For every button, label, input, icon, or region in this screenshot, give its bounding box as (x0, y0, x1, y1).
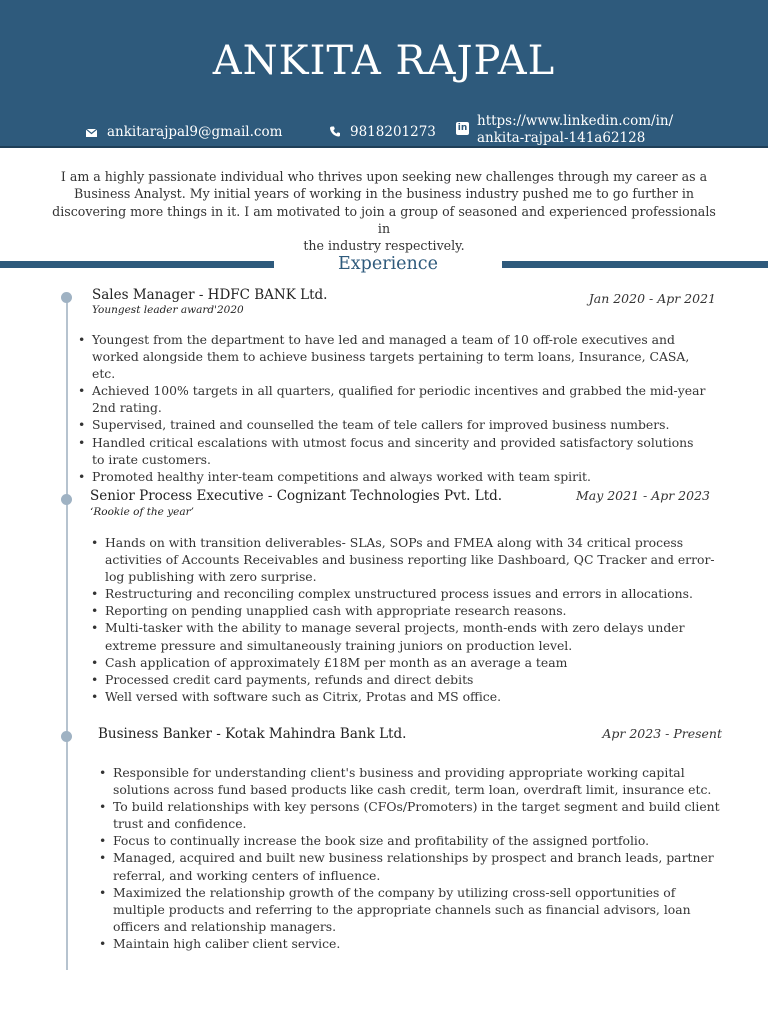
email-text[interactable]: ankitarajpal9@gmail.com (107, 124, 283, 140)
summary-line: I am a highly passionate individual who thrives upon seeking new challenges through my career as a (60, 169, 708, 184)
candidate-name: ANKITA RAJPAL (212, 38, 556, 84)
experience-heading: Experience (338, 254, 438, 274)
list-item: • Responsible for understanding client's business and providing appropriate working capital solutions across fund based products like cash credit, term loan, overdraft limit, insurance etc. (113, 764, 723, 798)
contact-email[interactable] (86, 124, 282, 141)
linkedin-url-line1[interactable]: https://www.linkedin.com/in/ (477, 113, 674, 129)
job-bullets (92, 331, 712, 485)
summary-line: the industry respectively. (303, 238, 465, 254)
phone-text[interactable]: 9818201273 (350, 124, 436, 140)
job-title: Business Banker - Kotak Mahindra Bank Ltd. (98, 726, 407, 742)
timeline-line (66, 298, 68, 970)
list-item: • Focus to continually increase the book size and profitability of the assigned portfolio. (113, 832, 723, 849)
timeline-dot (61, 292, 72, 303)
list-item: • Maximized the relationship growth of the company by utilizing cross-sell opportunities of multiple products and referring to the appropriate channels such as financial advisors, loan officers and relationship managers. (113, 884, 723, 935)
contact-linkedin[interactable] (456, 113, 707, 147)
job-bullets (105, 534, 715, 705)
job-bullets (113, 764, 723, 952)
list-item: • Promoted healthy inter-team competitions and always worked with team spirit. (92, 468, 712, 485)
phone-icon (330, 125, 340, 141)
timeline-dot (61, 731, 72, 742)
linkedin-url-line2[interactable]: ankita-rajpal-141a62128 (477, 130, 646, 146)
list-item: • Maintain high caliber client service. (113, 935, 723, 952)
list-item: • Hands on with transition deliverables- SLAs, SOPs and FMEA along with 34 critical process activities of Accounts Receivables and business reporting like Dashboard, QC Tracker and error- log publishing with zero surprise. (105, 534, 715, 585)
list-item: • Achieved 100% targets in all quarters, qualified for periodic incentives and grabbed the mid-year 2nd rating. (92, 382, 712, 416)
list-item: • Handled critical escalations with utmost focus and sincerity and provided satisfactory solutions to irate customers. (92, 434, 712, 468)
list-item: • Youngest from the department to have led and managed a team of 10 off-role executives and worked alongside them to achieve business targets pertaining to term loans, Insurance, CASA, etc. (92, 331, 712, 382)
list-item: • Reporting on pending unapplied cash with appropriate research reasons. (105, 602, 715, 619)
linkedin-icon: in (457, 123, 468, 133)
timeline-dot (61, 494, 72, 505)
list-item: • Supervised, trained and counselled the team of tele callers for improved business numbers. (92, 416, 712, 433)
list-item: • Cash application of approximately £18M per month as an average a team (105, 654, 715, 671)
contact-phone[interactable] (330, 124, 436, 141)
section-divider-left (0, 261, 274, 268)
list-item: • Processed credit card payments, refunds and direct debits (105, 671, 715, 688)
list-item: • Multi-tasker with the ability to manage several projects, month-ends with zero delays under extreme pressure and simultaneously training juniors on production level. (105, 619, 715, 653)
summary-line: Business Analyst. My initial years of working in the business industry pushed me to go further in (73, 186, 694, 202)
mail-icon (86, 125, 97, 141)
list-item: • Restructuring and reconciling complex unstructured process issues and errors in allocations. (105, 585, 715, 602)
job-award: Youngest leader award'2020 (92, 304, 244, 316)
job-title: Senior Process Executive - Cognizant Technologies Pvt. Ltd. (90, 488, 503, 504)
list-item: • Well versed with software such as Citrix, Protas and MS office. (105, 688, 715, 705)
job-dates: Apr 2023 - Present (602, 726, 722, 741)
resume-header (0, 0, 768, 148)
section-divider-right (502, 261, 768, 268)
job-dates: May 2021 - Apr 2023 (575, 488, 710, 503)
job-title: Sales Manager - HDFC BANK Ltd. (92, 287, 328, 303)
list-item: • To build relationships with key persons (CFOs/Promoters) in the target segment and build client trust and confidence. (113, 798, 723, 832)
summary-line: discovering more things in it. I am motivated to join a group of seasoned and experienced professionals in (52, 203, 716, 236)
list-item: • Managed, acquired and built new business relationships by prospect and branch leads, partner referral, and working centers of influence. (113, 849, 723, 883)
job-award: ‘Rookie of the year’ (90, 506, 195, 518)
profile-summary (52, 168, 716, 254)
job-dates: Jan 2020 - Apr 2021 (588, 291, 716, 306)
